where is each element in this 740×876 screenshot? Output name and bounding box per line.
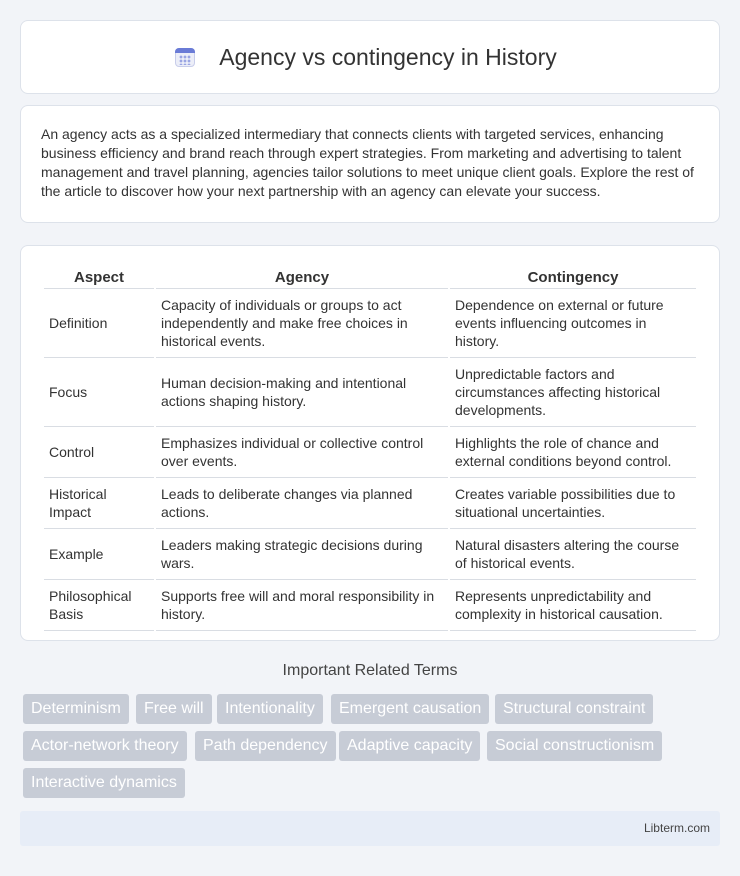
intro-card [20, 105, 720, 223]
cell-agency: Leaders making strategic decisions during wars. [156, 529, 448, 580]
table-row [44, 358, 696, 427]
term-tag[interactable]: Determinism [23, 694, 129, 724]
cell-contingency: Creates variable possibilities due to situational uncertainties. [450, 478, 696, 529]
related-terms-heading: Important Related Terms [282, 662, 458, 679]
cell-contingency: Unpredictable factors and circumstances affecting historical developments. [450, 358, 696, 427]
cell-contingency: Represents unpredictability and complexity in historical causation. [450, 580, 696, 631]
term-tag[interactable]: Emergent causation [331, 694, 489, 724]
table-row [44, 580, 696, 631]
cell-agency: Leads to deliberate changes via planned actions. [156, 478, 448, 529]
header-agency: Agency [156, 266, 448, 289]
intro-paragraph: An agency acts as a specialized intermediary that connects clients with targeted services, enhancing business efficiency and brand reach through expert strategies. From marketing and advertising to talent management and travel planning, agencies tailor solutions to meet unique client goals. Explore the rest of the article to discover how your next partnership with an agency can elevate your success. [41, 126, 694, 199]
footer-site-link[interactable]: Libterm.com [643, 821, 710, 835]
cell-aspect: Example [44, 529, 154, 580]
calendar-icon [173, 45, 197, 69]
cell-aspect: Philosophical Basis [44, 580, 154, 631]
header-aspect: Aspect [44, 266, 154, 289]
cell-contingency: Natural disasters altering the course of historical events. [450, 529, 696, 580]
cell-agency: Emphasizes individual or collective control over events. [156, 427, 448, 478]
comparison-card [20, 245, 720, 641]
cell-agency: Human decision-making and intentional actions shaping history. [156, 358, 448, 427]
cell-agency: Capacity of individuals or groups to act independently and make free choices in historical events. [156, 289, 448, 358]
cell-aspect: Definition [44, 289, 154, 358]
table-row [44, 427, 696, 478]
page-title: Agency vs contingency in History [219, 43, 557, 70]
title-card [20, 20, 720, 94]
comparison-table [42, 266, 698, 631]
cell-aspect: Control [44, 427, 154, 478]
cell-aspect: Historical Impact [44, 478, 154, 529]
cell-agency: Supports free will and moral responsibility in history. [156, 580, 448, 631]
table-header-row [44, 266, 696, 289]
term-tag[interactable]: Social constructionism [487, 731, 662, 761]
term-tag[interactable]: Intentionality [217, 694, 323, 724]
term-tag[interactable]: Path dependency [195, 731, 336, 761]
term-tag[interactable]: Structural constraint [495, 694, 653, 724]
table-row [44, 478, 696, 529]
cell-aspect: Focus [44, 358, 154, 427]
term-tag[interactable]: Actor-network theory [23, 731, 187, 761]
footer [20, 811, 720, 846]
term-tag[interactable]: Interactive dynamics [23, 768, 185, 798]
cell-contingency: Dependence on external or future events influencing outcomes in history. [450, 289, 696, 358]
term-tag[interactable]: Adaptive capacity [339, 731, 480, 761]
header-contingency: Contingency [450, 266, 696, 289]
cell-contingency: Highlights the role of chance and external conditions beyond control. [450, 427, 696, 478]
term-tag[interactable]: Free will [136, 694, 212, 724]
table-row [44, 289, 696, 358]
table-row [44, 529, 696, 580]
